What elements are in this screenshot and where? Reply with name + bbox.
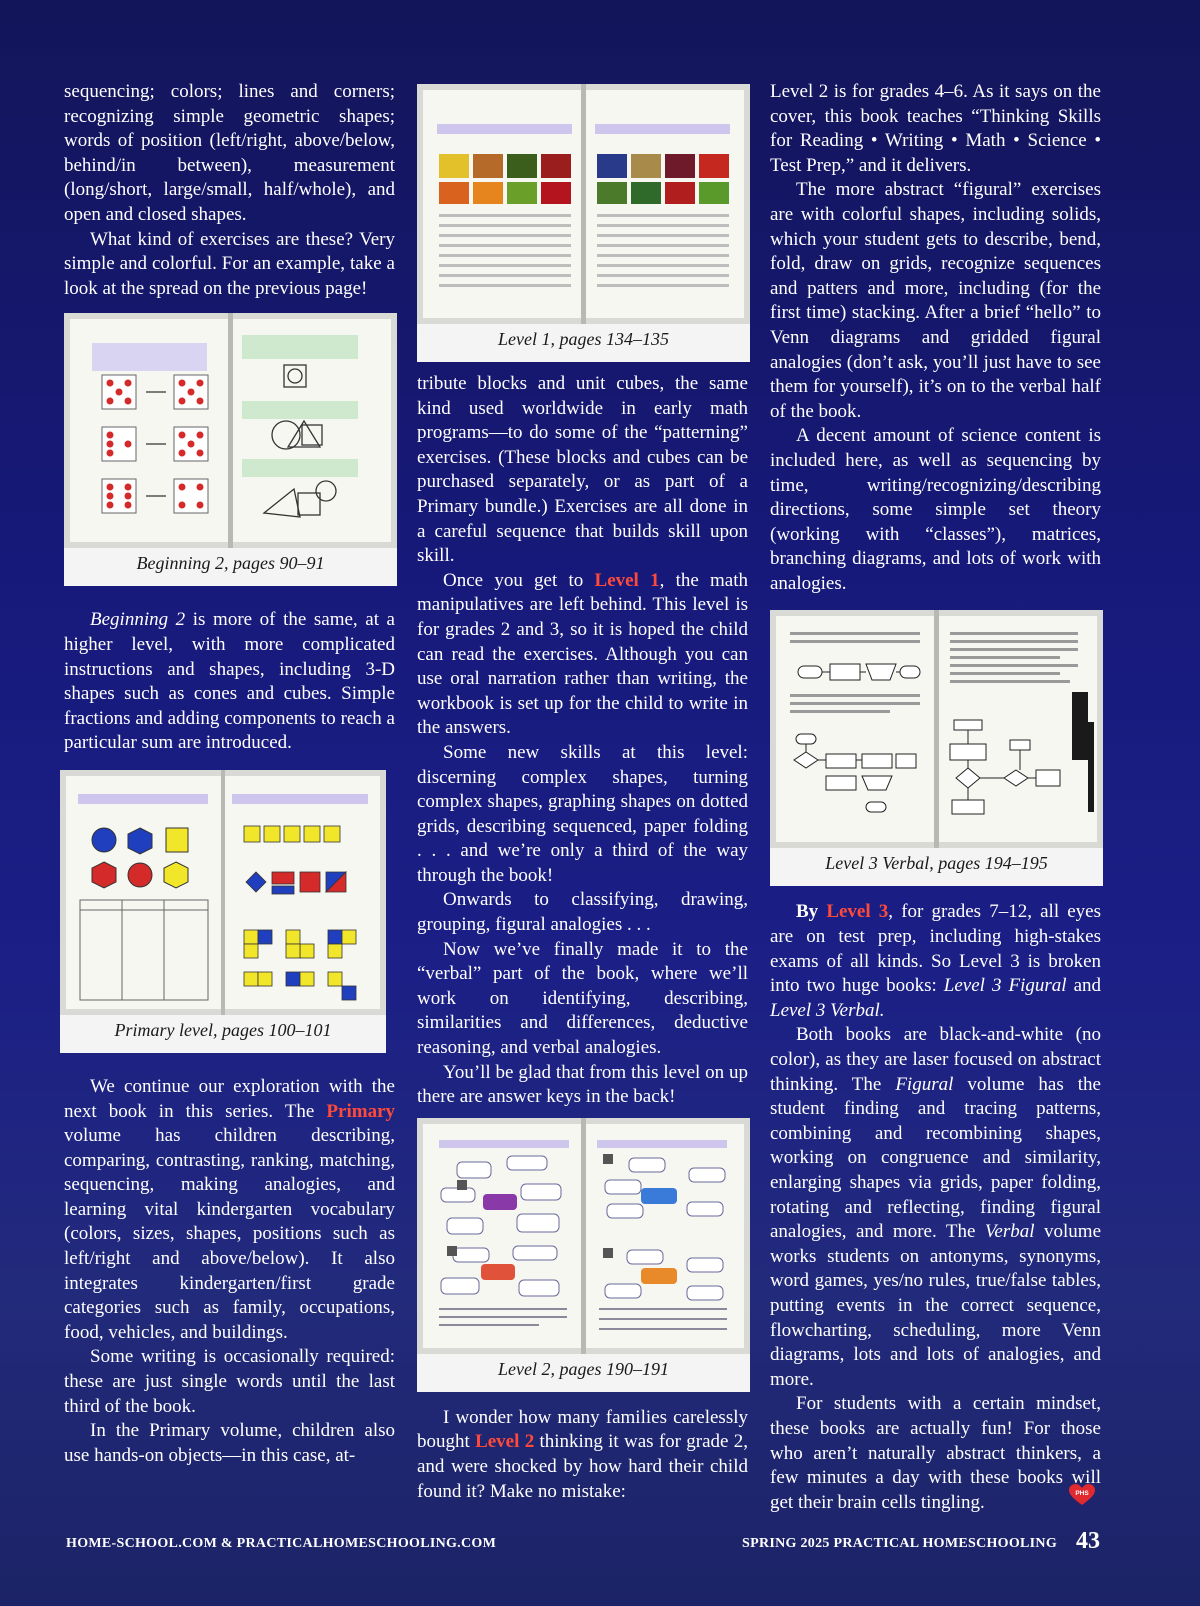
- text: , for grades 7–12, all eyes are on test prep, including high-stakes exams of all kinds. So Level 3 is broken into two huge books:: [770, 901, 1101, 997]
- book-photo: [417, 84, 750, 324]
- page-number: 43: [1076, 1528, 1100, 1554]
- figure-level-3-verbal: [770, 610, 1103, 886]
- book-title: Verbal: [984, 1221, 1035, 1243]
- book-photo: [64, 313, 397, 548]
- column-1: [64, 80, 395, 1468]
- figure-beginning-2: [64, 313, 397, 586]
- text: Once you get to: [443, 569, 595, 591]
- link-level-1[interactable]: Level 1: [594, 569, 660, 591]
- figure-primary: [60, 770, 386, 1053]
- paragraph: [770, 900, 1101, 1023]
- figure-caption: Primary level, pages 100–101: [114, 1019, 332, 1040]
- paragraph: sequencing; colors; lines and corners; recognizing simple geometric shapes; words of position (left/right, above/below, behind/in between), measurement (long/short, large/small, half/whole), and open and closed shapes.: [64, 81, 395, 225]
- paragraph: [64, 1075, 395, 1346]
- book-photo: [60, 770, 386, 1015]
- paragraph: tribute blocks and unit cubes, the same kind used worldwide in early math programs—to do some of the “patterning” exercises. (These blocks and cubes can be purchased separately, or as part of a Primary bundle.) Exercises are all done in a careful sequence that builds skill upon skill.: [417, 373, 748, 567]
- link-level-3[interactable]: Level 3: [826, 901, 889, 923]
- figure-caption: Level 3 Verbal, pages 194–195: [825, 853, 1048, 874]
- figure-level-2: [417, 1118, 750, 1392]
- text: thinking it was for grade 2, and were shocked by how hard their child found it? Make no mistake:: [417, 1431, 749, 1502]
- book-title: Beginning 2: [90, 609, 186, 631]
- link-primary[interactable]: Primary: [326, 1100, 395, 1122]
- paragraph: In the Primary volume, children also use hands-on objects—in this case, at-: [64, 1420, 395, 1466]
- paragraph: Level 2 is for grades 4–6. As it says on the cover, this book teaches “Thinking Skills for Reading • Writing • Math • Science • Test Prep,” and it delivers.: [770, 81, 1101, 176]
- paragraph: The more abstract “figural” exercises are with colorful shapes, including solids, which your student gets to describe, bend, fold, draw on grids, recognize sequences and patters and more, including (for the first time) stacking. After a brief “hello” to Venn diagrams and gridded figural analogies (don’t ask, you’ll just have to see them for yourself), it’s on to the verbal half of the book.: [770, 179, 1101, 422]
- paragraph: Some new skills at this level: discerning complex shapes, turning complex shapes, graphing shapes on dotted grids, describing sequenced, paper folding . . . and we’re only a third of the way through the book!: [417, 741, 748, 886]
- book-title: Level 3 Figural: [943, 975, 1067, 997]
- paragraph: What kind of exercises are these? Very simple and colorful. For an example, take a look at the spread on the previous page!: [64, 228, 395, 299]
- link-level-2[interactable]: Level 2: [475, 1431, 535, 1453]
- paragraph: You’ll be glad that from this level on up there are answer keys in the back!: [417, 1061, 748, 1108]
- text: and: [1066, 975, 1102, 997]
- paragraph: Some writing is occasionally required: these are just single words until the last third of the book.: [64, 1346, 395, 1417]
- occupation-diagram-image: [417, 1118, 750, 1354]
- footer-right: SPRING 2025 PRACTICAL HOMESCHOOLING: [742, 1536, 1058, 1551]
- foods-from-plants-image: [417, 84, 750, 324]
- text: We continue our exploration with the next book in this series. The: [64, 1075, 395, 1122]
- text: volume works students on antonyms, synonyms, word games, yes/no rules, true/false tables, putting events in the correct sequence, flowcharting, scheduling, more Venn diagrams, lots and lots of analogies, and more.: [770, 1221, 1102, 1390]
- book-title: Level 3 Verbal.: [770, 999, 885, 1021]
- book-photo: [417, 1118, 750, 1354]
- figure-caption: Beginning 2, pages 90–91: [136, 553, 325, 574]
- paragraph: [770, 1023, 1101, 1392]
- text: volume has children describing, comparing, contrasting, ranking, matching, sequencing, making analogies, and learning vital kindergarten vocabulary (colors, sizes, shapes, positions such as left/right and above/below). It also integrates kindergarten/first grade categories such as family, occupations, food, vehicles, and buildings.: [64, 1125, 395, 1343]
- dice-exercise-image: [64, 313, 397, 548]
- paragraph: [417, 569, 748, 741]
- sorting-blocks-image: [60, 770, 386, 1015]
- heart-end-mark-icon: [1069, 1484, 1095, 1506]
- paragraph: [417, 1406, 748, 1504]
- text: , the math manipulatives are left behind. This level is for grades 2 and 3, so it is hoped the child can read the exercises. Although you can use oral narration rather than writing, the workbook is set up for the child to write in the answers.: [417, 569, 748, 739]
- column-2: [417, 84, 748, 1504]
- text: is more of the same, at a higher level, with more complicated instructions and shapes, including 3-D shapes such as cones and cubes. Simple fractions and adding components to reach a particular sum are introduced.: [64, 609, 395, 754]
- figure-caption: Level 1, pages 134–135: [498, 329, 669, 349]
- paragraph: Now we’ve finally made it to the “verbal” part of the book, where we’ll work on identifying, describing, similarities and differences, deductive reasoning, and verbal analogies.: [417, 938, 748, 1059]
- book-title: Figural: [895, 1073, 954, 1095]
- figure-caption: Level 2, pages 190–191: [498, 1358, 669, 1379]
- footer-left: HOME-SCHOOL.COM & PRACTICALHOMESCHOOLING.COM: [66, 1536, 497, 1551]
- paragraph: Onwards to classifying, drawing, grouping, figural analogies . . .: [417, 889, 748, 936]
- text: I wonder how many families carelessly bought: [417, 1406, 748, 1453]
- text: Both books are black-and-white (no color), as they are laser focused on abstract thinking. The: [770, 1024, 1101, 1095]
- paragraph: [64, 608, 395, 756]
- paragraph: For students with a certain mindset, these books are actually fun! For those who aren’t naturally abstract thinkers, a few minutes a day with these books will get their brain cells tingling.: [770, 1393, 1101, 1513]
- text: By: [796, 901, 827, 923]
- end-mark-text: PHS: [1075, 1490, 1089, 1497]
- figure-level-1: [417, 84, 750, 362]
- paragraph: A decent amount of science content is included here, as well as sequencing by time, writing/recognizing/describing directions, some simple set theory (working with “classes”), matrices, branching diagrams, and lots of work with analogies.: [770, 425, 1101, 594]
- book-photo: [770, 610, 1103, 848]
- flowchart-image: [770, 610, 1103, 848]
- text: volume has the student finding and tracing patterns, combining and recombining shapes, working on congruence and similarity, enlarging shapes via grids, paper folding, rotating and reflecting, finding figural analogies, and more. The: [770, 1073, 1101, 1243]
- column-3: [770, 80, 1101, 1515]
